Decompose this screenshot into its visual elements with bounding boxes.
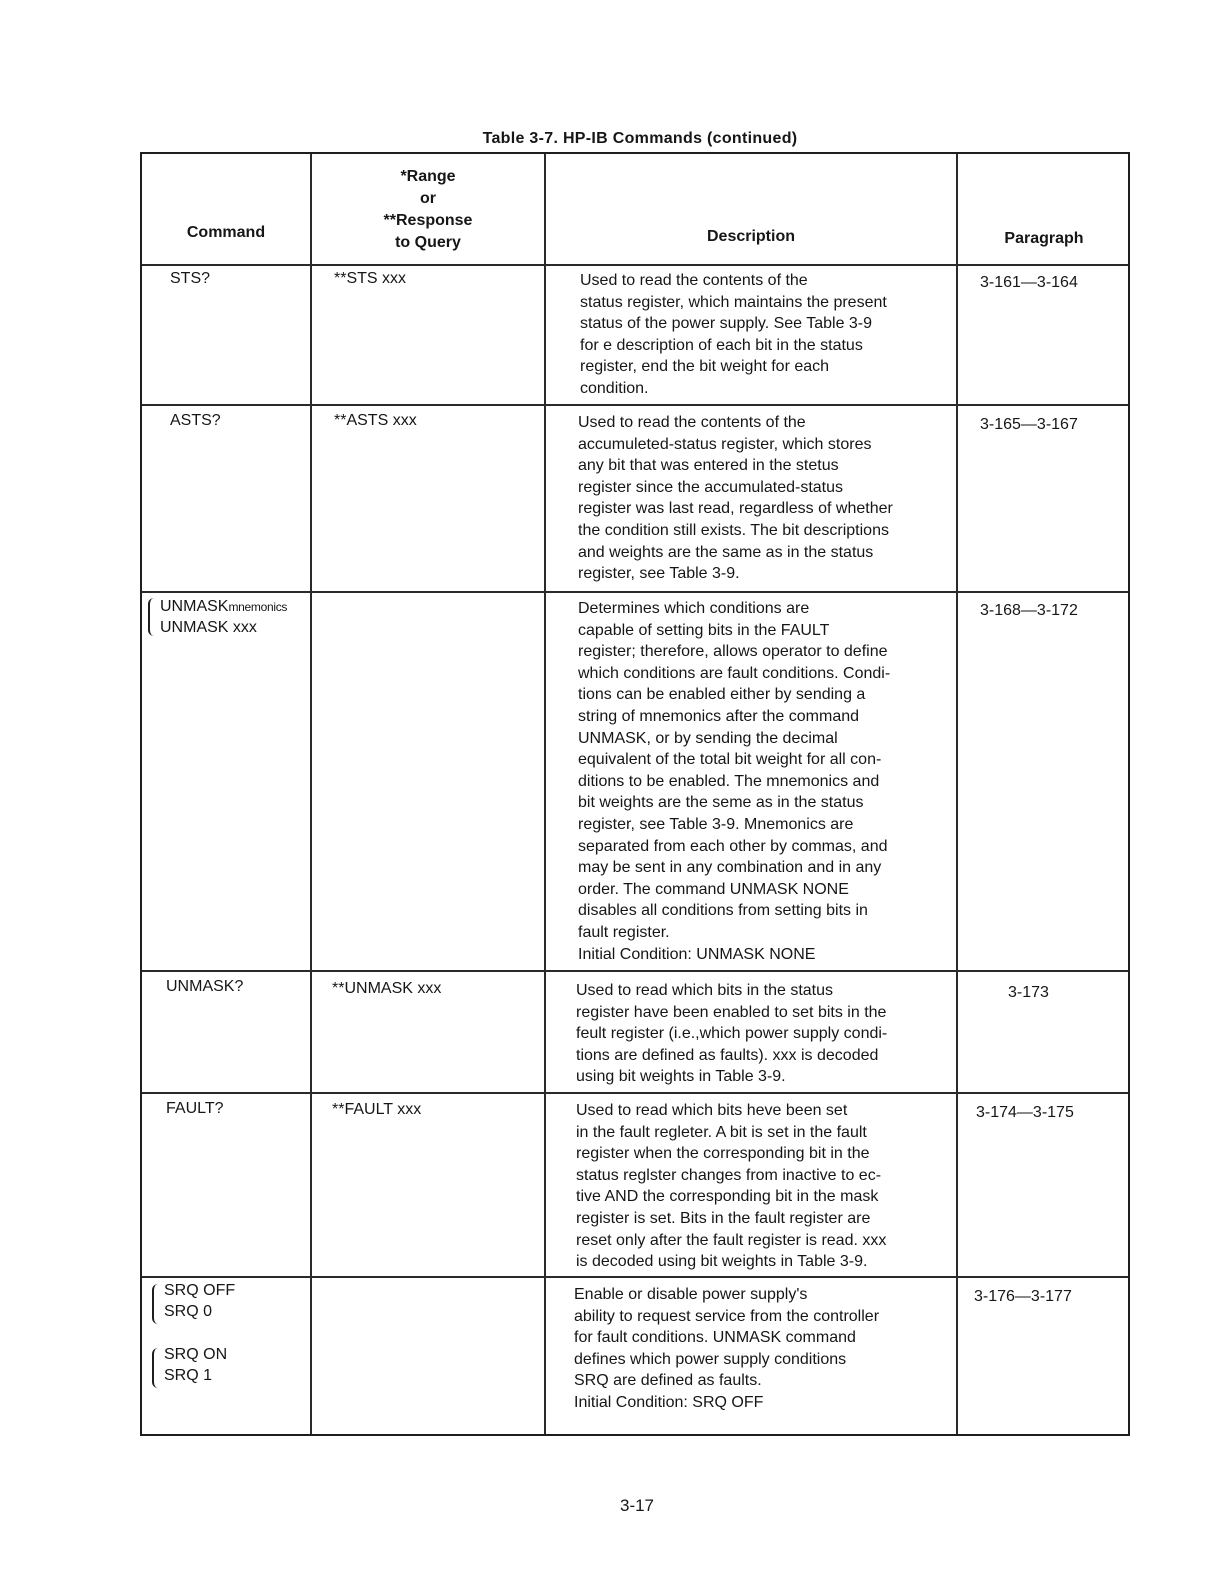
row-divider bbox=[142, 970, 1128, 972]
paragraph-cell: 3-165—3-167 bbox=[980, 416, 1078, 433]
hpib-commands-table bbox=[140, 152, 1130, 1436]
command-cell: SRQ 0 bbox=[164, 1303, 213, 1320]
command-cell: SRQ ON bbox=[164, 1346, 228, 1363]
header-paragraph: Paragraph bbox=[1004, 230, 1084, 247]
header-range-line: or bbox=[420, 190, 436, 207]
header-range-line: *Range bbox=[400, 168, 456, 185]
header-range-response bbox=[312, 166, 544, 254]
command-cell: UNMASKmnemonics bbox=[160, 598, 288, 615]
command-cell: UNMASK? bbox=[166, 978, 244, 995]
paragraph-cell: 3-168—3-172 bbox=[980, 602, 1078, 619]
description-cell: Enable or disable power supply's ability to request service from the controller for fault conditions. UNMASK command defines which power supply conditions SRQ are defined as faults. Initial Condition: SRQ OFF bbox=[574, 1286, 880, 1411]
command-brace bbox=[152, 1284, 161, 1324]
description-cell: Used to read the contents of the status register, which maintains the present status of the power supply. See Table 3-9 for e description of each bit in the status register, end the bit weight for each condition. bbox=[580, 272, 887, 397]
response-cell: **UNMASK xxx bbox=[332, 980, 442, 997]
description-cell: Used to read which bits in the status register have been enabled to set bits in the feult register (i.e.,which power supply condi- tions are defined as faults). xxx is decoded using bit weights in Table 3-9. bbox=[576, 982, 888, 1086]
command-cell: SRQ OFF bbox=[164, 1282, 236, 1299]
mnemonics-suffix: mnemonics bbox=[228, 600, 288, 614]
response-cell: **ASTS xxx bbox=[334, 412, 417, 429]
command-cell: STS? bbox=[170, 270, 211, 287]
column-divider bbox=[544, 154, 546, 1434]
response-cell: **FAULT xxx bbox=[332, 1101, 422, 1118]
command-cell: SRQ 1 bbox=[164, 1367, 213, 1384]
header-range-line: **Response bbox=[383, 212, 473, 229]
row-divider bbox=[142, 591, 1128, 593]
row-divider bbox=[142, 404, 1128, 406]
header-divider bbox=[142, 264, 1128, 266]
row-divider bbox=[142, 1092, 1128, 1094]
command-cell: UNMASK xxx bbox=[160, 619, 257, 636]
description-cell: Used to read the contents of the accumuleted-status register, which stores any bit that was entered in the stetus register since the accumulated-status register was last read, regardless of whether the condition still exists. The bit descriptions and weights are the same as in the status register, see Table 3-9. bbox=[578, 414, 893, 583]
header-description: Description bbox=[706, 228, 795, 245]
command-brace bbox=[148, 598, 157, 636]
paragraph-cell: 3-161—3-164 bbox=[980, 274, 1078, 291]
command-cell: ASTS? bbox=[170, 412, 221, 429]
header-command: Command bbox=[186, 224, 266, 241]
header-range-line: to Query bbox=[395, 234, 461, 251]
description-cell: Used to read which bits heve been set in the fault regleter. A bit is set in the fault register when the corresponding bit in the status reglster changes from inactive to ec- tive AND the corresponding bit in the mask register is set. Bits in the fault register are reset only after the fault register is read. xxx is decoded using bit weights in Table 3-9. bbox=[576, 1102, 887, 1271]
description-cell: Determines which conditions are capable of setting bits in the FAULT register; therefore, allows operator to define which conditions are fault conditions. Condi- tions can be enabled either by sending a string of mnemonics after the command UNMASK, or by sending the decimal equivalent of the total bit weight for all con- ditions to be enabled. The mnemonics and bit weights are the seme as in the status register, see Table 3-9. Mnemonics are separated from each other by commas, and may be sent in any combination and in any order. The command UNMASK NONE disables all conditions from setting bits in fault register. Initial Condition: UNMASK NONE bbox=[578, 600, 891, 963]
column-divider bbox=[310, 154, 312, 1434]
paragraph-cell: 3-173 bbox=[1008, 984, 1049, 1001]
paragraph-cell: 3-174—3-175 bbox=[976, 1104, 1074, 1121]
response-cell: **STS xxx bbox=[334, 270, 407, 287]
page-number: 3-17 bbox=[619, 1496, 655, 1515]
row-divider bbox=[142, 1276, 1128, 1278]
paragraph-cell: 3-176—3-177 bbox=[974, 1288, 1072, 1305]
command-cell: FAULT? bbox=[166, 1100, 224, 1117]
table-caption: Table 3-7. HP-IB Commands (continued) bbox=[482, 130, 798, 147]
command-brace bbox=[152, 1348, 161, 1388]
column-divider bbox=[956, 154, 958, 1434]
